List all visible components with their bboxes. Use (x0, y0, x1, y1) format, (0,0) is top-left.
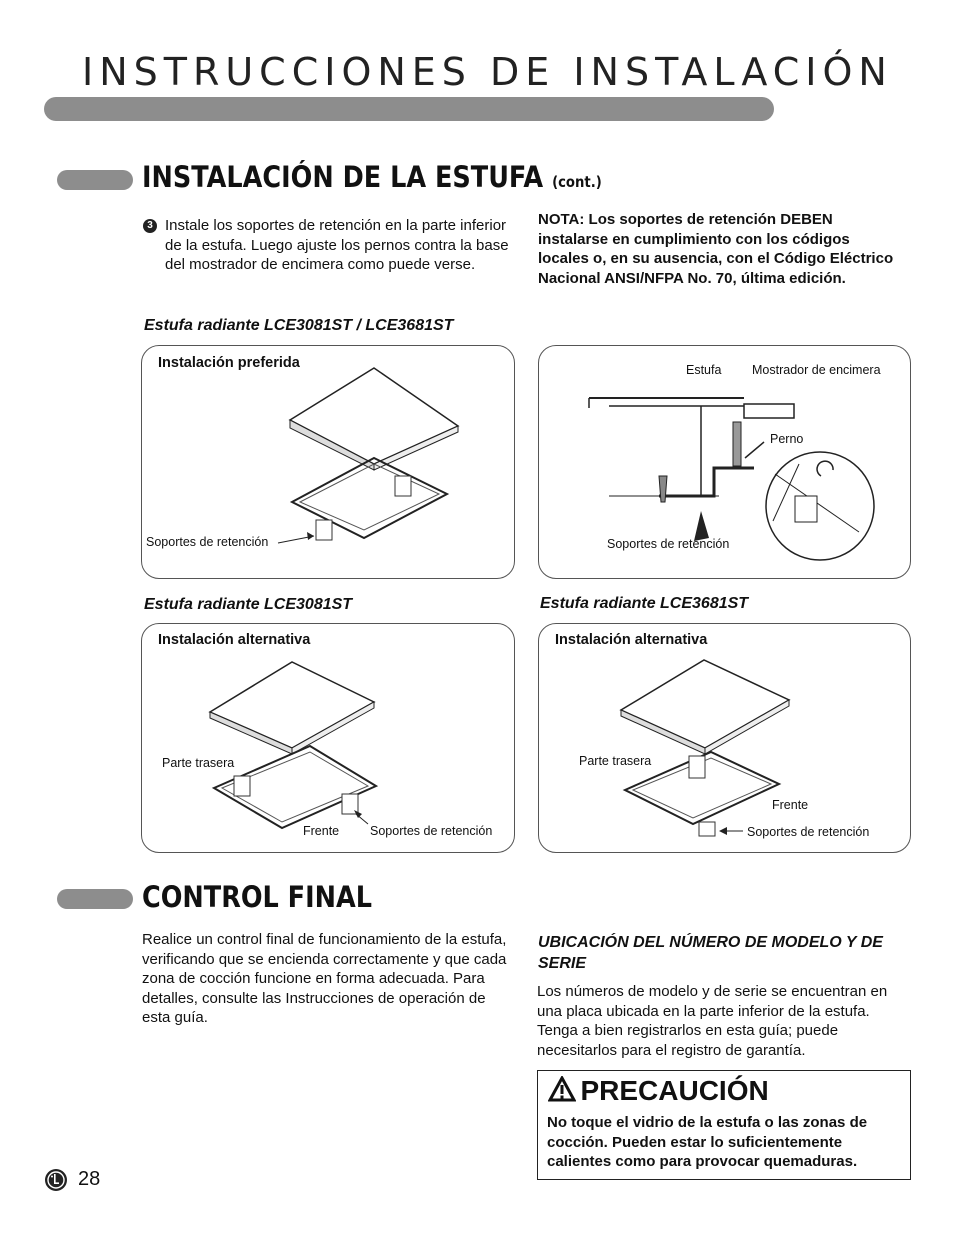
alt-left-bracket-label: Soportes de retención (370, 824, 493, 838)
preferred-install-label: Instalación preferida (158, 355, 300, 371)
note-text: NOTA: Los soportes de retención DEBEN instalarse en cumplimiento con los códigos locales o, en su ausencia, con el Código Eléctrico Nacional ANSI/NFPA No. 70, última edición. (538, 211, 894, 287)
preferred-bracket-label: Soportes de retención (146, 535, 269, 549)
control-body: Realice un control final de funcionamiento de la estufa, verificando que se encienda correctamente y que cada zona de cocción funcione en forma adecuada. Para detalles, consulte las Instrucciones de operación de esta guía. (142, 931, 507, 1026)
model-heading: UBICACIÓN DEL NÚMERO DE MODELO Y DE SERIE (538, 934, 883, 972)
detail-bracket-label: Soportes de retención (607, 537, 730, 551)
section-title-installation (142, 160, 602, 194)
figure-caption-left: Estufa radiante LCE3081ST (144, 596, 353, 613)
caution-title: PRECAUCIÓN (580, 1075, 769, 1106)
lg-logo-icon (44, 1168, 68, 1192)
alt-left-diagram (142, 624, 514, 852)
alt-right-diagram (539, 624, 910, 852)
detail-stove-label: Estufa (686, 363, 722, 377)
step-3 (143, 216, 518, 275)
step-number-badge: 3 (143, 219, 157, 233)
figure-caption-right: Estufa radiante LCE3681ST (540, 595, 749, 612)
model-body: Los números de modelo y de serie se encuentran en una placa ubicada en la parte inferior de la estufa. Tenga a bien registrarlos en esta guía; puede necesitarlos para el registro de garantía. (537, 983, 888, 1059)
detail-counter-label: Mostrador de encimera (752, 363, 881, 377)
alt-right-front-label: Frente (772, 798, 809, 812)
alt-left-rear-label: Parte trasera (162, 756, 235, 770)
title-bar (44, 97, 774, 121)
warning-triangle-icon (548, 1076, 576, 1102)
alt-right-label: Instalación alternativa (555, 632, 708, 648)
preferred-install-figure (141, 345, 515, 579)
caution-text: No toque el vidrio de la estufa o las zonas de cocción. Pueden estar lo suficientemente calientes como para provocar quemaduras. (547, 1114, 868, 1170)
step-text: Instale los soportes de retención en la parte inferior de la estufa. Luego ajuste los pernos contra la base del mostrador de encimera como puede verse. (165, 217, 509, 273)
alt-install-right-figure (538, 623, 911, 853)
detail-bolt-label: Perno (770, 432, 804, 446)
section-title-suffix: (cont.) (552, 173, 602, 191)
section-pill (57, 170, 133, 190)
detail-figure (538, 345, 911, 579)
alt-left-label: Instalación alternativa (158, 632, 311, 648)
page-number: 28 (78, 1168, 101, 1190)
alt-install-left-figure (141, 623, 515, 853)
caution-box (537, 1070, 911, 1180)
alt-left-front-label: Frente (303, 824, 340, 838)
section-pill (57, 889, 133, 909)
alt-right-bracket-label: Soportes de retención (747, 825, 870, 839)
figure-caption-top: Estufa radiante LCE3081ST / LCE3681ST (144, 317, 454, 334)
section-title-control: CONTROL FINAL (142, 880, 372, 914)
alt-right-rear-label: Parte trasera (579, 754, 652, 768)
page-title: INSTRUCCIONES DE INSTALACIÓN (82, 50, 893, 94)
caution-header (548, 1075, 769, 1107)
section-title-text: INSTALACIÓN DE LA ESTUFA (142, 160, 544, 194)
